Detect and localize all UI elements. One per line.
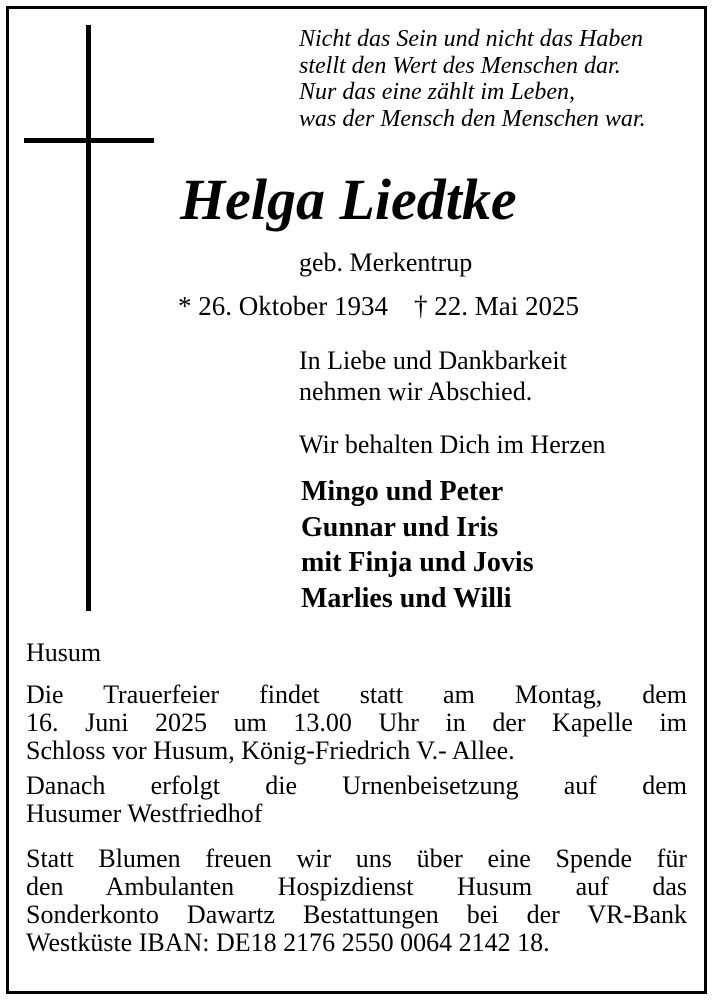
keep-in-heart: Wir behalten Dich im Herzen	[299, 430, 606, 459]
funeral-info	[26, 681, 687, 765]
death-date: † 22. Mai 2025	[413, 291, 579, 321]
cross-icon	[86, 25, 91, 611]
signer: Mingo und Peter	[301, 476, 504, 507]
deceased-name: Helga Liedtke	[180, 167, 517, 232]
farewell-line: In Liebe und Dankbarkeit	[299, 346, 567, 375]
cross-bar	[24, 138, 154, 143]
signer: Gunnar und Iris	[301, 511, 499, 543]
birth-date: * 26. Oktober 1934	[178, 291, 388, 321]
burial-line: Husumer Westfriedhof	[26, 800, 263, 828]
donation-line: Westküste IBAN: DE18 2176 2550 0064 2142 18.	[26, 929, 550, 957]
donation-line: den Ambulanten Hospizdienst Husum auf das	[26, 873, 687, 901]
burial-info	[26, 772, 687, 828]
maiden-name: geb. Merkentrup	[299, 248, 473, 277]
funeral-line: Die Trauerfeier findet statt am Montag, dem	[26, 681, 687, 709]
farewell-text	[299, 345, 567, 407]
place: Husum	[26, 638, 102, 667]
signer: mit Finja und Jovis	[301, 547, 534, 578]
poem-line: Nur das eine zählt im Leben,	[299, 79, 575, 105]
funeral-line: 16. Juni 2025 um 13.00 Uhr in der Kapelle im	[26, 709, 687, 737]
donation-info	[26, 845, 687, 957]
poem	[299, 26, 699, 132]
funeral-line: Schloss vor Husum, König-Friedrich V.- Allee.	[26, 737, 515, 765]
donation-line: Statt Blumen freuen wir uns über eine Spende für	[26, 845, 687, 873]
poem-line: was der Mensch den Menschen war.	[299, 105, 646, 132]
burial-line: Danach erfolgt die Urnenbeisetzung auf dem	[26, 772, 687, 800]
farewell-line: nehmen wir Abschied.	[299, 377, 533, 406]
poem-line: stellt den Wert des Menschen dar.	[299, 52, 621, 79]
life-dates	[178, 291, 579, 322]
poem-line: Nicht das Sein und nicht das Haben	[299, 26, 643, 52]
signers	[301, 474, 534, 616]
donation-line: Sonderkonto Dawartz Bestattungen bei der VR-Bank	[26, 901, 687, 929]
signer: Marlies und Willi	[301, 582, 512, 614]
